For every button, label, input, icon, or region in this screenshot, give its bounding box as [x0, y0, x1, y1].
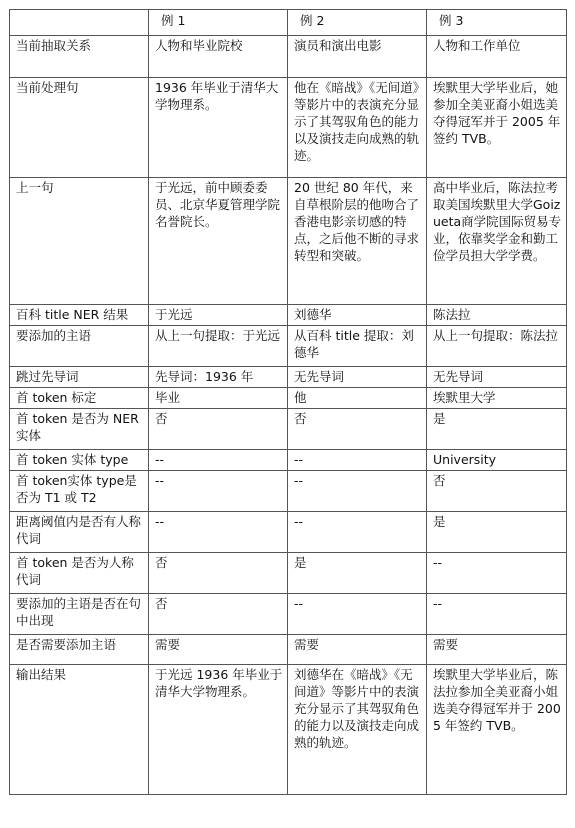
cell-example-2: 否	[288, 409, 427, 450]
cell-example-3: 否	[427, 471, 567, 512]
cell-example-1: 于光远	[149, 305, 288, 326]
cell-example-1: --	[149, 450, 288, 471]
cell-example-2: --	[288, 594, 427, 635]
cell-example-1: 1936 年毕业于清华大学物理系。	[149, 78, 288, 178]
cell-example-2: --	[288, 471, 427, 512]
row-first-token-type	[10, 450, 567, 471]
cell-example-1: 于光远，前中顾委委员、北京华夏管理学院名誉院长。	[149, 178, 288, 305]
comparison-table	[9, 9, 567, 795]
row-label: 是否需要添加主语	[10, 635, 149, 665]
row-label: 当前抽取关系	[10, 36, 149, 78]
header-example-1: 例 1	[149, 10, 288, 36]
row-label: 首 token 实体 type	[10, 450, 149, 471]
row-label: 首 token 是否为 NER 实体	[10, 409, 149, 450]
cell-example-3: 是	[427, 409, 567, 450]
cell-example-2: 刘德华	[288, 305, 427, 326]
row-label: 当前处理句	[10, 78, 149, 178]
cell-example-3: 是	[427, 512, 567, 553]
cell-example-1: 从上一句提取：于光远	[149, 326, 288, 367]
row-label: 距离阈值内是否有人称代词	[10, 512, 149, 553]
header-empty-cell	[10, 10, 149, 36]
row-output	[10, 665, 567, 795]
row-label: 输出结果	[10, 665, 149, 795]
header-example-2: 例 2	[288, 10, 427, 36]
row-skip-leading-word	[10, 367, 567, 388]
cell-example-3: 无先导词	[427, 367, 567, 388]
row-need-add-subject	[10, 635, 567, 665]
row-first-token	[10, 388, 567, 409]
cell-example-3: 陈法拉	[427, 305, 567, 326]
row-label: 百科 title NER 结果	[10, 305, 149, 326]
row-baike-ner	[10, 305, 567, 326]
cell-example-1: 先导词：1936 年	[149, 367, 288, 388]
row-subject-appears-in-sentence	[10, 594, 567, 635]
cell-example-2: 他	[288, 388, 427, 409]
row-label: 首 token实体 type是否为 T1 或 T2	[10, 471, 149, 512]
cell-example-3: 埃默里大学毕业后，陈法拉参加全美亚裔小姐选美夺得冠军并于 2005 年签约 TVB。	[427, 665, 567, 795]
cell-example-3: 埃默里大学	[427, 388, 567, 409]
cell-example-1: 毕业	[149, 388, 288, 409]
cell-example-1: 否	[149, 594, 288, 635]
cell-example-2: --	[288, 512, 427, 553]
cell-example-2: 他在《暗战》《无间道》等影片中的表演充分显示了其驾驭角色的能力以及演技走向成熟的轨迹。	[288, 78, 427, 178]
cell-example-3: University	[427, 450, 567, 471]
row-subject-to-add	[10, 326, 567, 367]
row-label: 要添加的主语	[10, 326, 149, 367]
cell-example-1: 于光远 1936 年毕业于清华大学物理系。	[149, 665, 288, 795]
cell-example-1: --	[149, 512, 288, 553]
cell-example-1: 否	[149, 553, 288, 594]
row-first-token-is-pronoun	[10, 553, 567, 594]
cell-example-2: 刘德华在《暗战》《无间道》等影片中的表演充分显示了其驾驭角色的能力以及演技走向成熟的轨迹。	[288, 665, 427, 795]
cell-example-3: 人物和工作单位	[427, 36, 567, 78]
cell-example-2: 20 世纪 80 年代，来自草根阶层的他吻合了香港电影亲切感的特点，之后他不断的寻求转型和突破。	[288, 178, 427, 305]
header-row	[10, 10, 567, 36]
row-label: 首 token 是否为人称代词	[10, 553, 149, 594]
row-relation	[10, 36, 567, 78]
cell-example-2: 无先导词	[288, 367, 427, 388]
cell-example-1: 人物和毕业院校	[149, 36, 288, 78]
cell-example-1: 需要	[149, 635, 288, 665]
cell-example-3: 需要	[427, 635, 567, 665]
row-current-sentence	[10, 78, 567, 178]
row-first-token-is-ner	[10, 409, 567, 450]
cell-example-3: --	[427, 594, 567, 635]
cell-example-2: 演员和演出电影	[288, 36, 427, 78]
cell-example-3: 高中毕业后，陈法拉考取美国埃默里大学Goizueta商学院国际贸易专业，依靠奖学金和勤工俭学员担大学学费。	[427, 178, 567, 305]
cell-example-1: --	[149, 471, 288, 512]
cell-example-3: --	[427, 553, 567, 594]
row-label: 上一句	[10, 178, 149, 305]
row-label: 要添加的主语是否在句中出现	[10, 594, 149, 635]
cell-example-3: 从上一句提取：陈法拉	[427, 326, 567, 367]
cell-example-2: 需要	[288, 635, 427, 665]
row-type-is-t1-t2	[10, 471, 567, 512]
row-previous-sentence	[10, 178, 567, 305]
row-label: 首 token 标定	[10, 388, 149, 409]
header-example-3: 例 3	[427, 10, 567, 36]
cell-example-3: 埃默里大学毕业后，她参加全美亚裔小姐选美夺得冠军并于 2005 年签约 TVB。	[427, 78, 567, 178]
cell-example-1: 否	[149, 409, 288, 450]
cell-example-2: 是	[288, 553, 427, 594]
cell-example-2: --	[288, 450, 427, 471]
row-label: 跳过先导词	[10, 367, 149, 388]
cell-example-2: 从百科 title 提取：刘德华	[288, 326, 427, 367]
row-pronoun-within-threshold	[10, 512, 567, 553]
